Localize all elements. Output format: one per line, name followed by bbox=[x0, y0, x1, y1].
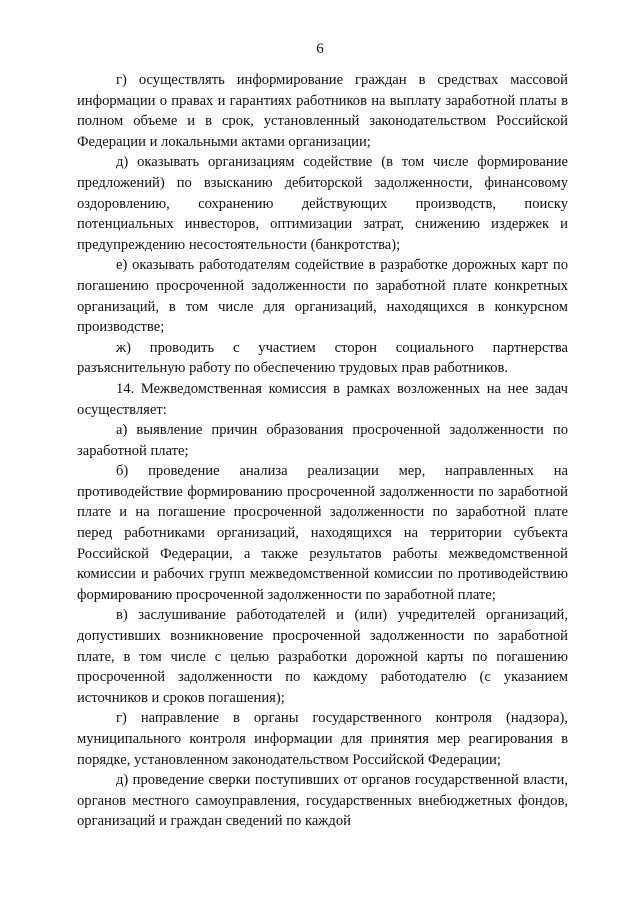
page-number: 6 bbox=[316, 41, 324, 57]
paragraph-d-reconciliation: д) проведение сверки поступивших от органов государственной власти, органов местного самоуправления, государственных внебюджетных фондов, организаций и граждан сведений по каждой bbox=[77, 772, 568, 830]
paragraph-g-control-bodies: г) направление в органы государственного контроля (надзора), муниципального контроля информации для принятия мер реагирования в порядке, установленном законодательством Российской Федерации; bbox=[77, 710, 568, 768]
paragraph-b-analysis: б) проведение анализа реализации мер, направленных на противодействие формированию просроченной задолженности по заработной плате и на погашение просроченной задолженности по заработной плате перед работниками организаций, находящихся на территории субъекта Российской Федерации, а также результатов работы межведомственной комиссии и рабочих групп межведомственной комиссии по противодействию формированию просроченной задолженности по заработной плате; bbox=[77, 463, 568, 603]
paragraph-14-commission: 14. Межведомственная комиссия в рамках возложенных на нее задач осуществляет: bbox=[77, 380, 568, 418]
paragraph-g-inform: г) осуществлять информирование граждан в средствах массовой информации о правах и гарантиях работников на выплату заработной платы в полном объеме и в срок, установленный законодательством Российской Федерации и локальными актами организации; bbox=[77, 72, 568, 150]
paragraph-d-assist-organizations: д) оказывать организациям содействие (в том числе формирование предложений) по взысканию дебиторской задолженности, финансовому оздоровлению, сохранению действующих производств, поиску потенциальных инвесторов, оптимизации затрат, снижению издержек и предупреждению несостоятельности (банкротства); bbox=[77, 154, 568, 253]
paragraph-v-hearing-employers: в) заслушивание работодателей и (или) учредителей организаций, допустивших возникновение просроченной задолженности по заработной плате, в том числе с целью разработки дорожной карты по погашению просроченной задолженности по каждому работодателю (с указанием источников и сроков погашения); bbox=[77, 607, 568, 706]
paragraph-a-identify-causes: а) выявление причин образования просроченной задолженности по заработной плате; bbox=[77, 422, 568, 459]
paragraph-e-roadmaps: е) оказывать работодателям содействие в разработке дорожных карт по погашению просроченной задолженности по заработной плате конкретных организаций, в том числе для организаций, находящихся в конкурсном производстве; bbox=[77, 257, 568, 336]
document-body bbox=[77, 70, 568, 832]
paragraph-zh-explanatory-work: ж) проводить с участием сторон социального партнерства разъяснительную работу по обеспечению трудовых прав работников. bbox=[77, 339, 568, 377]
